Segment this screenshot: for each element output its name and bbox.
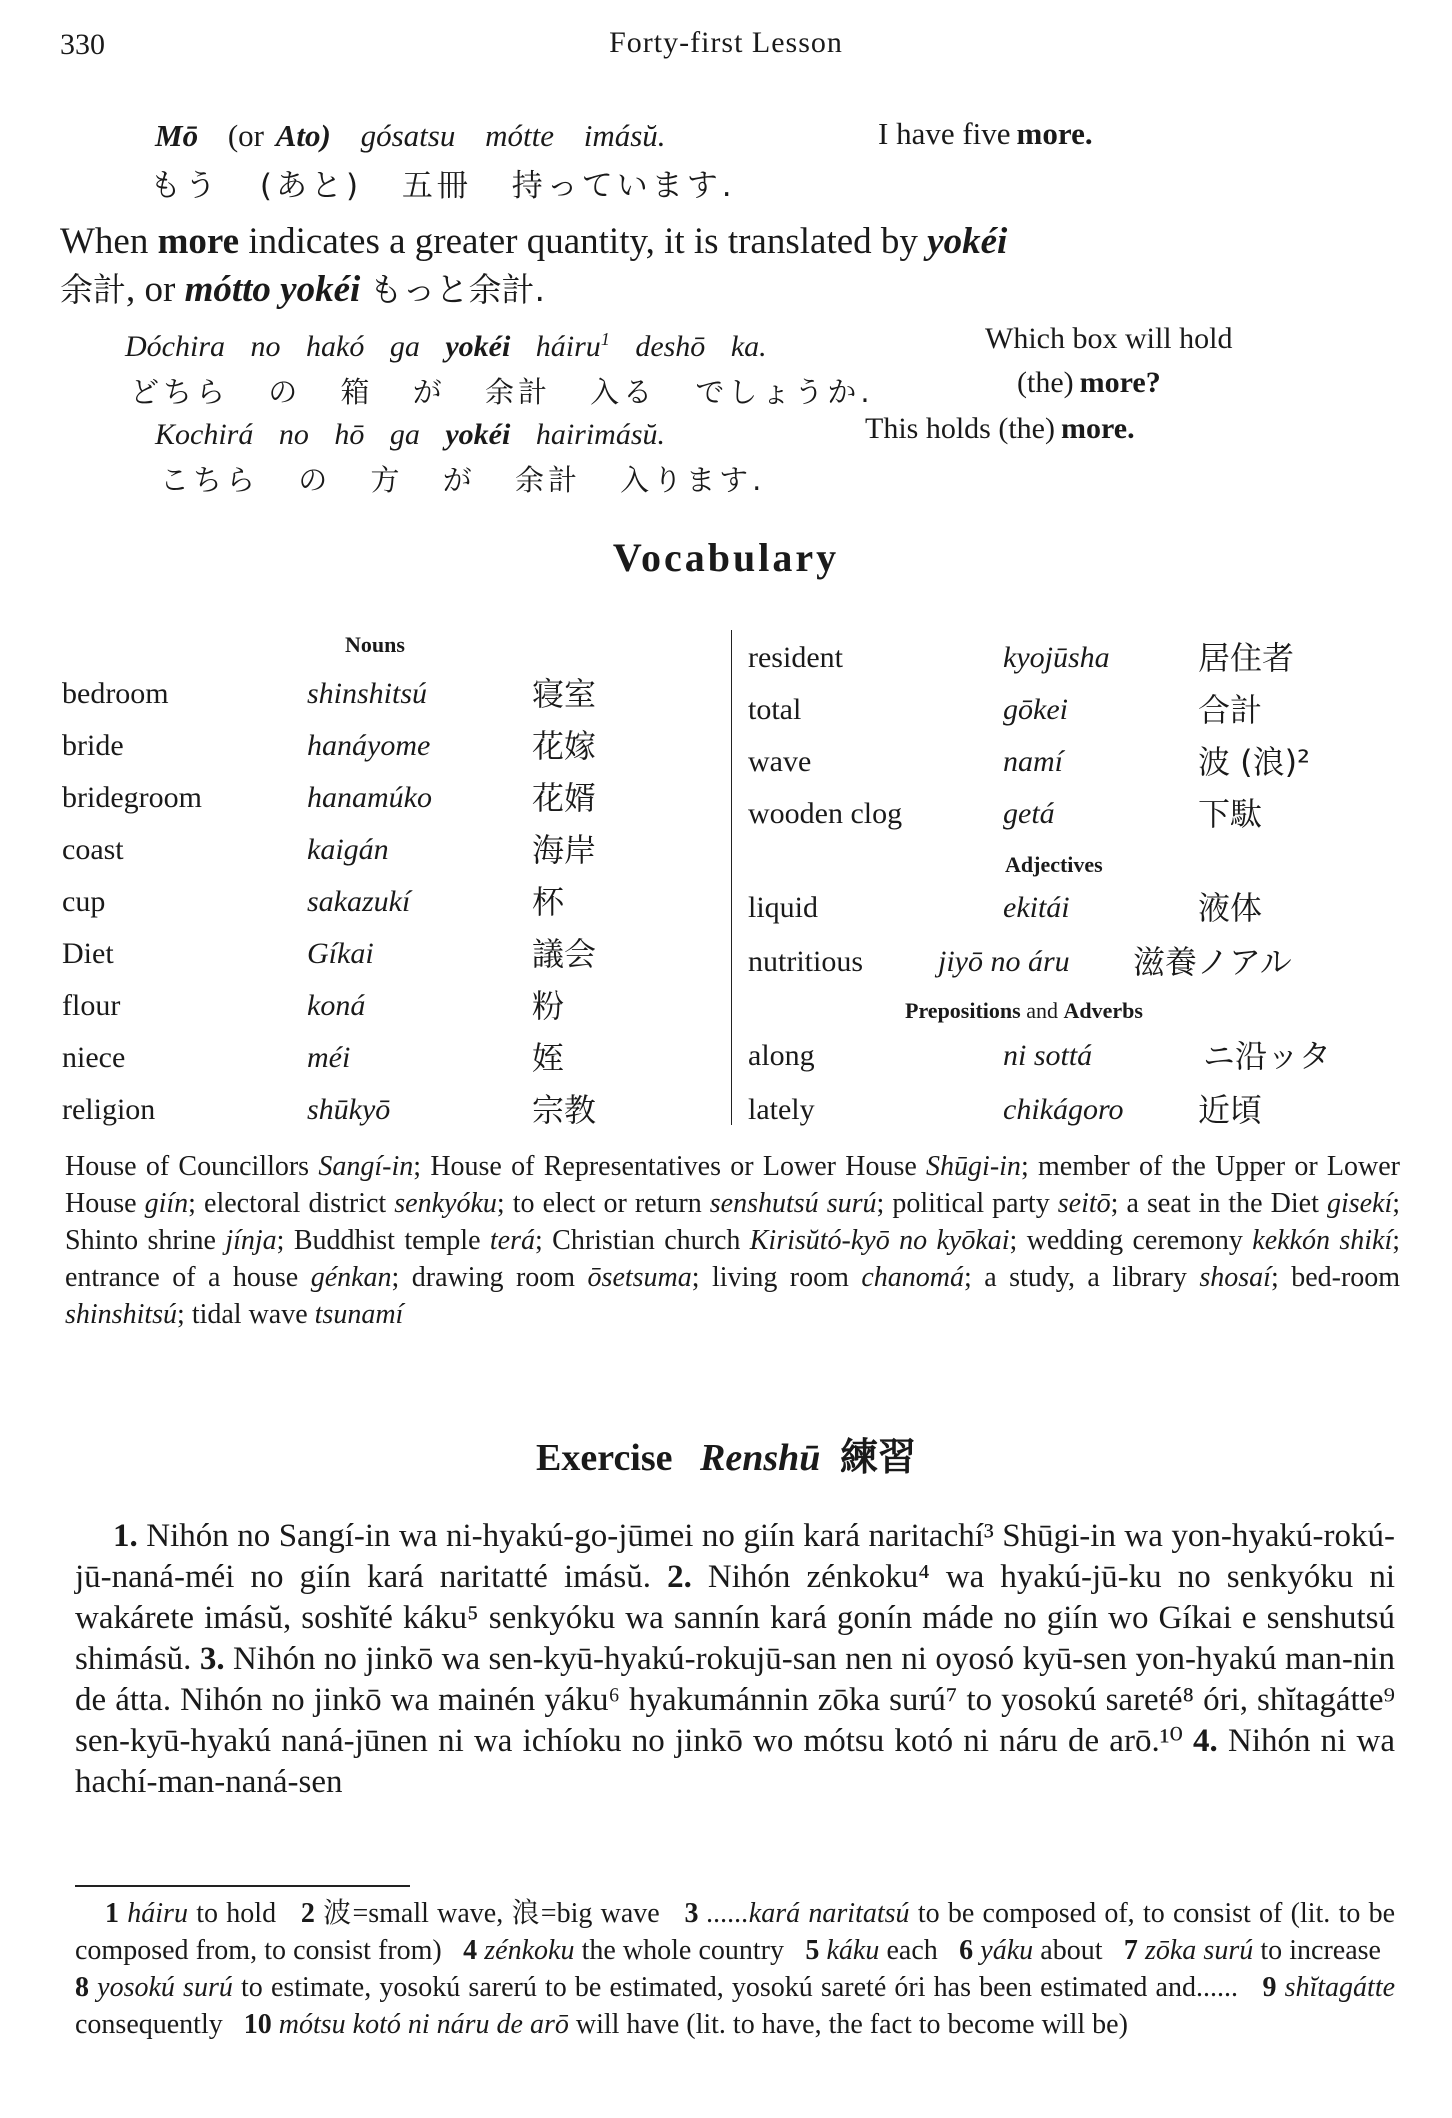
note-entry (192, 1299, 404, 1330)
note-english: Christian church (552, 1225, 741, 1256)
vocab-romaji: jiyō no áru (938, 945, 1070, 978)
translation-bold: more. (1060, 412, 1135, 445)
vocab-kanji: 寝室 (532, 675, 597, 713)
note-romaji: senkyóku (394, 1188, 497, 1219)
vocab-kanji: 海岸 (532, 831, 597, 869)
prepositions-heading (905, 998, 1143, 1024)
note-entry: to elect or return senshutsú surú; (512, 1188, 893, 1219)
vocab-row (748, 684, 1408, 736)
note-entry: a seat in the Diet gisekí; (1126, 1188, 1401, 1219)
footnote-number: 10 (243, 2009, 272, 2040)
vocab-kanji: 花婿 (532, 779, 597, 817)
vocab-kanji: 波 (浪)² (1198, 743, 1310, 781)
footnote-rule (75, 1885, 410, 1887)
note-english: entrance of a house (65, 1262, 299, 1293)
exercise-text: Nihón no Sangí-in wa ni-hyakú-go-jūmei no giín kará naritachí³ Shūgi-in wa yon-hyakú-rokú-jū-naná-méi no giín kará naritatté imásŭ. (75, 1518, 1395, 1595)
para-kanji: もっと余計. (369, 270, 546, 309)
translation-text: (the) (1017, 366, 1074, 399)
footnote (805, 1935, 937, 1966)
romaji-word (536, 330, 610, 363)
vocab-kanji: 花嫁 (532, 727, 597, 765)
footnote-text: the whole country (581, 1935, 784, 1966)
vocab-row (748, 1030, 1408, 1082)
exercise-text: Nihón zénkoku⁴ wa hyakú-jū-ku no senkyóku ni wakárete imásŭ, soshĭté káku⁵ senkyóku wa sannín kará gonín máde no giín wo Gíkai e senshutsú shimásŭ. (75, 1559, 1395, 1677)
kana-word: もう (150, 168, 220, 204)
example-2-translation: Which box will hold (985, 322, 1233, 355)
romaji-word: no (250, 330, 281, 363)
example-2-translation-2 (1017, 366, 1179, 400)
note-entry: Shinto shrine jínja; (65, 1225, 294, 1256)
note-entry: electoral district senkyóku; (204, 1188, 513, 1219)
exercise-title (0, 1426, 1452, 1481)
romaji-word: gósatsu (360, 118, 456, 153)
kana-word: こちら (160, 463, 260, 497)
footnote-text: to hold (196, 1898, 277, 1929)
footnote-text: to be composed of, to consist of (lit. to be composed from, to consist from) (75, 1898, 1396, 1966)
footnote-number: 8 (75, 1972, 89, 2003)
vocab-row (62, 772, 722, 824)
vocab-kanji: 粉 (532, 987, 565, 1025)
note-romaji: ōsetsuma (587, 1262, 692, 1293)
note-english: living room (712, 1262, 849, 1293)
vocab-kanji: ニ沿ッタ (1203, 1037, 1332, 1075)
footnote-text: 波=small wave, 浪=big wave (323, 1898, 660, 1929)
vocab-romaji: shinshitsú (307, 677, 428, 710)
vocab-row (62, 1032, 722, 1084)
romaji-word: ga (389, 330, 420, 363)
note-entry: Christian church Kirisŭtó-kyō no kyōkai; (552, 1225, 1027, 1256)
romaji-word: hō (334, 418, 365, 451)
vocab-romaji: hanáyome (307, 729, 431, 762)
note-entry: political party seitō; (892, 1188, 1127, 1219)
footnote-number: 2 (300, 1898, 315, 1929)
vocab-kanji: 宗教 (532, 1091, 597, 1129)
exercise-number: 1. (113, 1518, 138, 1554)
note-entry: drawing room ōsetsuma; (411, 1262, 713, 1293)
note-romaji: jínja (225, 1225, 277, 1256)
romaji-word: deshō (635, 330, 706, 363)
vocab-romaji: koná (307, 989, 366, 1022)
kana-word: が (412, 375, 446, 409)
footnote-number: 9 (1262, 1972, 1277, 2003)
kana-word: どちら (130, 375, 230, 409)
footnote-romaji: ......kará naritatsú (706, 1898, 910, 1929)
note-romaji: Sangí-in (318, 1151, 414, 1182)
kana-word: 入ります. (620, 463, 766, 497)
para-text: indicates a greater quantity, it is translated by (248, 221, 918, 262)
vocab-row (62, 1084, 722, 1136)
note-english: member of the Upper or Lower House (65, 1151, 1401, 1219)
note-english: a seat in the Diet (1126, 1188, 1319, 1219)
kana-word: が (442, 463, 476, 497)
exercise-number: 2. (667, 1559, 692, 1595)
vocab-english: along (748, 1039, 815, 1072)
vocab-romaji: namí (1003, 745, 1063, 778)
romaji-word: no (278, 418, 309, 451)
note-english: Buddhist temple (293, 1225, 481, 1256)
romaji-word: ga (389, 418, 420, 451)
vocab-kanji: 合計 (1198, 691, 1263, 729)
kana-word: 方 (370, 463, 404, 497)
vocab-row (62, 668, 722, 720)
note-romaji: shosaí (1199, 1262, 1271, 1293)
vocab-english: bride (62, 729, 124, 762)
romaji-word: Mō (155, 118, 199, 153)
kana-word: 箱 (340, 375, 374, 409)
footnote (1124, 1935, 1381, 1966)
kana-word: 五冊 (401, 168, 472, 204)
note-entry: bed-room shinshitsú; (65, 1262, 1401, 1330)
footnote-romaji: shĭtagátte (1284, 1972, 1396, 2003)
footnote (959, 1935, 1102, 1966)
vocab-english: wave (748, 745, 812, 778)
translation-bold: more. (1016, 116, 1093, 151)
note-romaji: Kirisŭtó-kyō no kyōkai (749, 1225, 1010, 1256)
kana-word: 持っています. (511, 168, 736, 204)
romaji-word: Kochirá (155, 418, 254, 451)
note-english: a study, a library (984, 1262, 1187, 1293)
footnote-number: 6 (959, 1935, 974, 1966)
vocab-romaji: kyojūsha (1003, 641, 1110, 674)
romaji-word: imásŭ. (583, 118, 666, 153)
kana-word: 余計 (484, 375, 551, 409)
vocab-romaji: ni sottá (1003, 1039, 1093, 1072)
vocab-row (62, 980, 722, 1032)
footnote-number: 3 (684, 1898, 699, 1929)
note-english: electoral district (204, 1188, 387, 1219)
vocab-romaji: chikágoro (1003, 1093, 1124, 1126)
vocab-english: niece (62, 1041, 126, 1074)
exercise-title-kanji: 練習 (839, 1435, 916, 1479)
footnote (75, 1972, 1238, 2003)
vocab-row (62, 928, 722, 980)
footnote (105, 1898, 276, 1929)
note-english: bed-room (1291, 1262, 1401, 1293)
romaji-word: yokéi (445, 418, 511, 451)
example-3-kana (160, 458, 791, 499)
note-romaji: kekkón shikí (1252, 1225, 1393, 1256)
footnote-number: 5 (805, 1935, 820, 1966)
footnote-text: about (1040, 1935, 1103, 1966)
romaji-word: yokéi (445, 330, 511, 363)
vocab-kanji: 居住者 (1198, 639, 1295, 677)
note-entry: a study, a library shosaí; (984, 1262, 1292, 1293)
para-bold-italic: mótto yokéi (184, 269, 361, 310)
kana-word: の (268, 375, 302, 409)
vocab-row (62, 720, 722, 772)
note-romaji: génkan (310, 1262, 392, 1293)
note-romaji: terá (489, 1225, 535, 1256)
footnote-romaji: káku (826, 1935, 880, 1966)
note-english: House of Councillors (65, 1151, 310, 1182)
exercise-body (75, 1516, 1395, 1803)
footnotes (75, 1895, 1395, 2043)
note-english: political party (892, 1188, 1050, 1219)
note-romaji: senshutsú surú (709, 1188, 877, 1219)
footnote-text: each (886, 1935, 938, 1966)
vocab-row (748, 632, 1408, 684)
note-english: tidal wave (191, 1299, 308, 1330)
vocab-english: resident (748, 641, 843, 674)
note-english: drawing room (411, 1262, 576, 1293)
vocab-romaji: gōkei (1003, 693, 1068, 726)
note-entry: Buddhist temple terá; (293, 1225, 553, 1256)
vocab-row (62, 824, 722, 876)
footnote-romaji: háiru (127, 1898, 188, 1929)
footnote-text: to estimate, yosokú sarerú to be estimated, yosokú sareté óri has been estimated and...... (241, 1972, 1238, 2003)
para-bold-italic: yokéi (927, 221, 1008, 262)
vocab-row (748, 736, 1408, 788)
vocab-kanji: 液体 (1198, 889, 1263, 927)
translation-text: I have five (878, 116, 1011, 151)
footnote (301, 1898, 660, 1929)
footnote-number: 1 (105, 1898, 119, 1929)
more-paragraph (60, 218, 1390, 314)
vocab-english: nutritious (748, 945, 864, 978)
para-text: , or (126, 269, 176, 310)
vocab-kanji: 近頃 (1198, 1091, 1263, 1129)
footnote-text: consequently (75, 2009, 223, 2040)
note-romaji: chanomá (861, 1262, 965, 1293)
footnote-number: 7 (1123, 1935, 1138, 1966)
para-text: When (60, 221, 149, 262)
vocab-kanji: 杯 (532, 883, 565, 921)
vocab-romaji: sakazukí (307, 885, 411, 918)
vocabulary-notes (65, 1148, 1400, 1333)
example-1-kana (150, 160, 762, 205)
vocab-english: cup (62, 885, 106, 918)
footnote-romaji: zénkoku (484, 1935, 575, 1966)
romaji-word: hakó (306, 330, 365, 363)
note-entry: entrance of a house génkan; (65, 1262, 412, 1293)
vocab-kanji: 滋養ノアル (1133, 943, 1292, 981)
exercise-title-english: Exercise (536, 1437, 673, 1479)
page-number: 330 (60, 28, 105, 61)
vocab-romaji: méi (307, 1041, 351, 1074)
example-3-romaji (155, 418, 683, 452)
note-entry: member of the Upper or Lower House giín; (65, 1151, 1401, 1219)
vocab-english: total (748, 693, 802, 726)
exercise-number: 3. (199, 1641, 225, 1677)
footnote-romaji: zōka surú (1144, 1935, 1254, 1966)
note-romaji: shinshitsú (65, 1299, 178, 1330)
footnote-romaji: yosokú surú (97, 1972, 233, 2003)
example-3-translation (865, 412, 1153, 446)
footnote-number: 4 (463, 1935, 478, 1966)
vocab-romaji: Gíkai (307, 937, 374, 970)
kana-word: 余計 (514, 463, 581, 497)
vocab-english: Diet (62, 937, 114, 970)
heading-part: and (1026, 998, 1058, 1023)
vocab-english: bedroom (62, 677, 169, 710)
note-romaji: seitō (1057, 1188, 1111, 1219)
note-english: wedding ceremony (1026, 1225, 1243, 1256)
vocab-english: religion (62, 1093, 156, 1126)
vocab-english: lately (748, 1093, 815, 1126)
vocab-romaji: kaigán (307, 833, 389, 866)
example-1-romaji (155, 118, 688, 154)
exercise-number: 4. (1193, 1723, 1218, 1759)
kana-word: (あと) (259, 168, 363, 204)
footnote-romaji: mótsu kotó ni náru de arō (278, 2009, 569, 2040)
translation-text: This holds (the) (865, 412, 1055, 445)
note-entry: wedding ceremony kekkón shikí; (1026, 1225, 1401, 1256)
nouns-heading: Nouns (345, 632, 405, 657)
vocab-romaji: shūkyō (307, 1093, 391, 1126)
translation-bold: more? (1079, 366, 1161, 399)
note-romaji: giín (144, 1188, 189, 1219)
romaji-word: Ato) (275, 118, 331, 153)
footnote-text: will have (lit. to have, the fact to become will be) (575, 2009, 1128, 2040)
para-kanji: 余計 (60, 270, 126, 309)
romaji-word: Dóchira (125, 330, 225, 363)
exercise-text: Nihón ni wa hachí-man-naná-sen (75, 1723, 1396, 1800)
exercise-title-romaji: Renshū (700, 1437, 821, 1479)
note-english: to elect or return (512, 1188, 702, 1219)
footnote-text: to increase (1260, 1935, 1381, 1966)
vocabulary-title: Vocabulary (612, 535, 840, 580)
note-english: Shinto shrine (65, 1225, 216, 1256)
heading-part: Adverbs (1063, 998, 1143, 1023)
example-2-romaji (125, 330, 785, 364)
romaji-word: (or (227, 118, 264, 153)
example-2-kana (130, 370, 900, 411)
footnote (463, 1935, 784, 1966)
vocab-english: bridegroom (62, 781, 202, 814)
exercise-text: Nihón no jinkō wa sen-kyū-hyakú-rokujū-san nen ni oyosó kyū-sen yon-hyakú man-nin de átta. Nihón no jinkō wa mainén yáku⁶ hyakumánnin zōka surú⁷ to yosokú sareté⁸ óri, shĭtagátte⁹ sen-kyū-hyakú naná-jūnen ni wa ichíoku no jinkō wo mótsu kotó ni náru de arō.¹⁰ (75, 1641, 1395, 1759)
vocab-romaji: hanamúko (307, 781, 432, 814)
note-romaji: tsunamí (314, 1299, 404, 1330)
note-entry: House of Councillors Sangí-in; (65, 1151, 431, 1182)
vocab-row (748, 788, 1408, 840)
note-entry: House of Representatives or Lower House Shūgi-in; (430, 1151, 1038, 1182)
adjectives-heading: Adjectives (1005, 852, 1103, 877)
vocab-english: coast (62, 833, 124, 866)
vocab-row (748, 936, 1408, 988)
kana-word: 入る (590, 375, 657, 409)
kana-word: でしょうか. (695, 375, 874, 409)
heading-part: Prepositions (905, 998, 1021, 1023)
romaji-word: ka. (730, 330, 767, 363)
vocab-kanji: 下駄 (1198, 795, 1263, 833)
footnote (244, 2009, 1128, 2040)
vocab-row (748, 882, 1408, 934)
vocab-romaji: getá (1003, 797, 1055, 830)
vocab-english: flour (62, 989, 121, 1022)
note-romaji: gisekí (1326, 1188, 1393, 1219)
footnote-romaji: yáku (980, 1935, 1034, 1966)
column-divider (731, 630, 732, 1125)
example-1-translation (878, 116, 1115, 152)
para-bold: more (157, 221, 240, 262)
footnote-marker: 1 (600, 329, 610, 349)
vocab-row (62, 876, 722, 928)
romaji-word: mótte (485, 118, 554, 153)
note-english: House of Representatives or Lower House (430, 1151, 917, 1182)
vocab-romaji: ekitái (1003, 891, 1070, 924)
vocab-english: liquid (748, 891, 819, 924)
running-title: Forty-first Lesson (609, 26, 843, 59)
vocab-kanji: 議会 (532, 935, 597, 973)
note-romaji: Shūgi-in (926, 1151, 1021, 1182)
note-entry: living room chanomá; (712, 1262, 985, 1293)
kana-word: の (298, 463, 332, 497)
romaji-text: háiru (535, 330, 601, 363)
romaji-word: hairimásŭ. (535, 418, 665, 451)
vocab-row (748, 1084, 1408, 1136)
vocab-english: wooden clog (748, 797, 903, 830)
vocab-kanji: 姪 (532, 1039, 565, 1077)
